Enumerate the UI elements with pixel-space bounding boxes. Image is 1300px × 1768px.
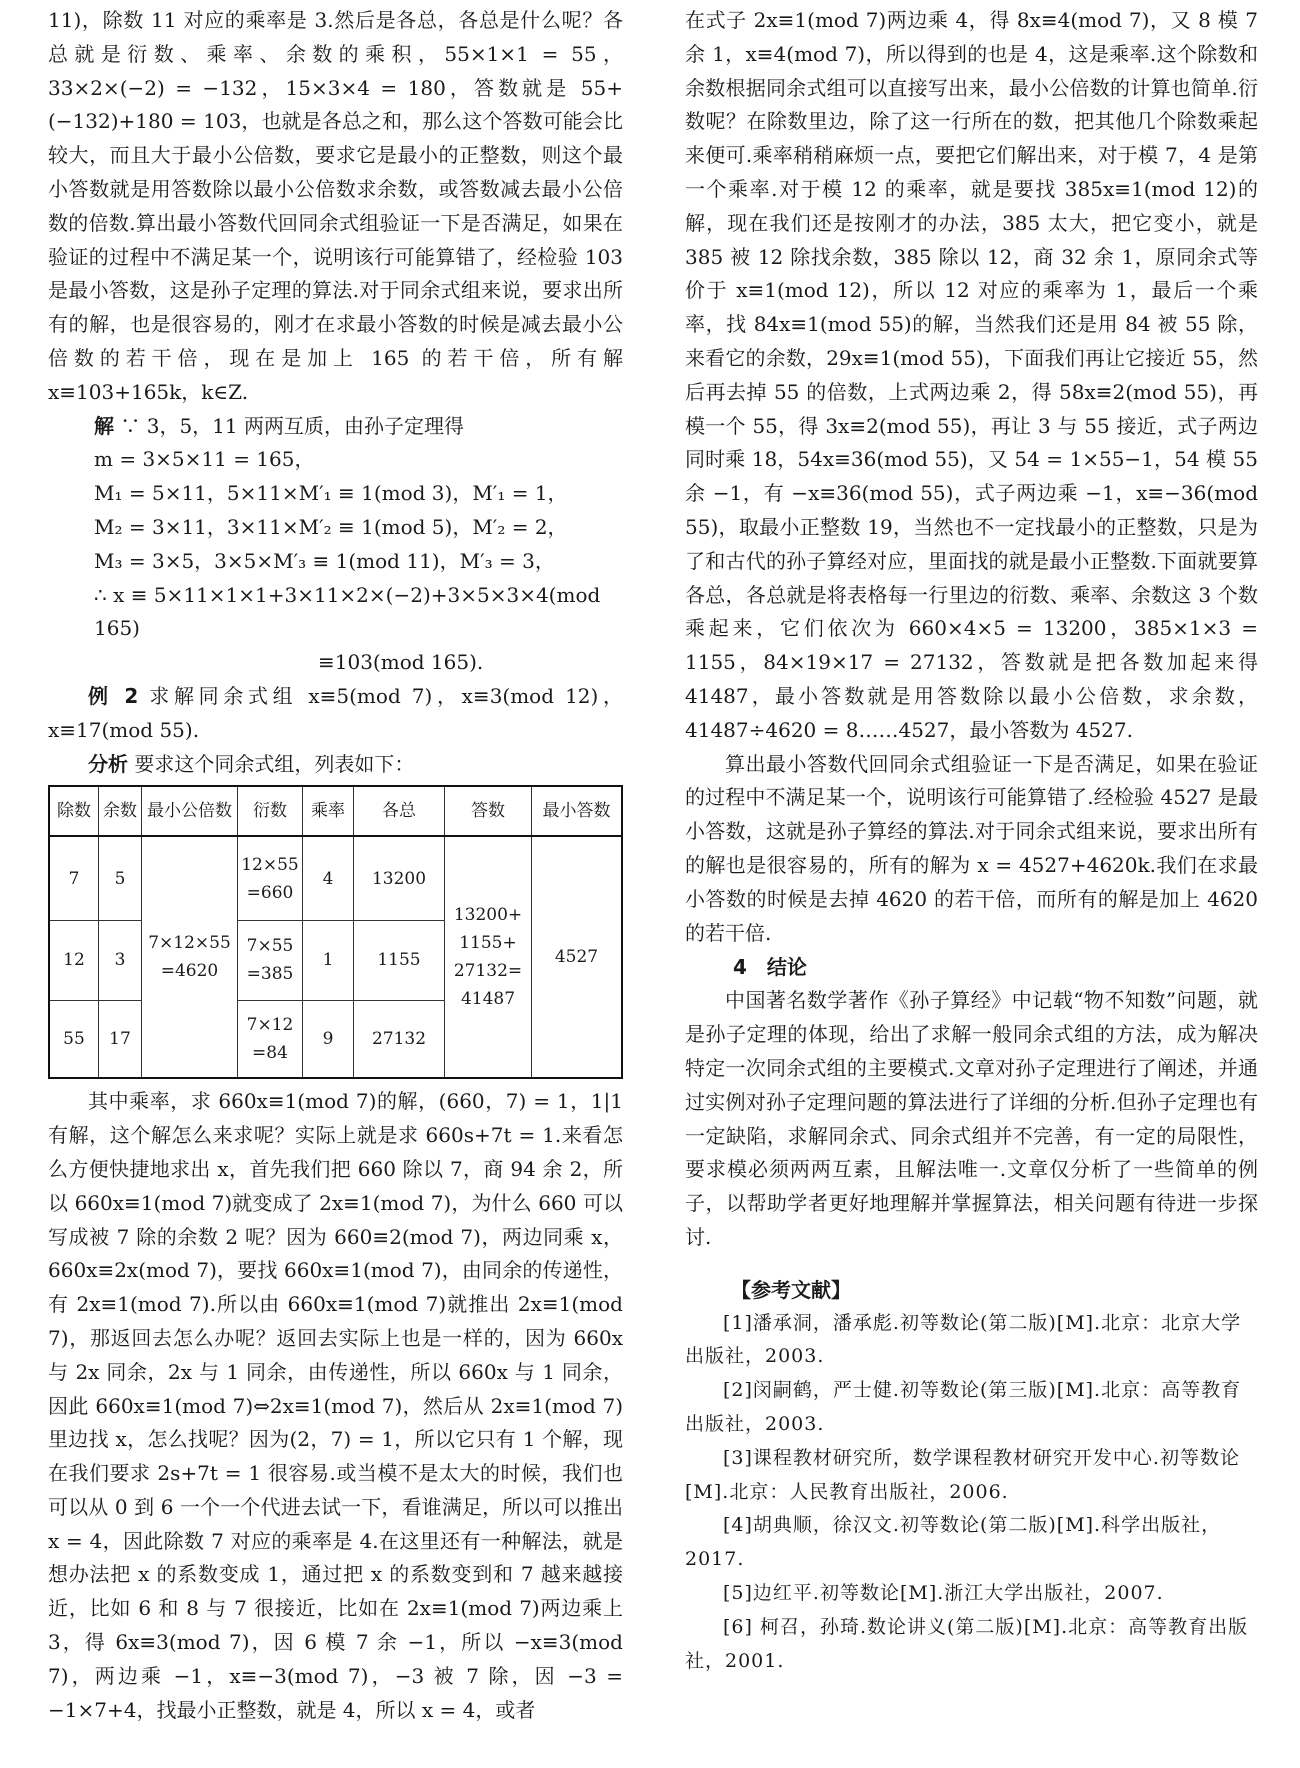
right-column (685, 4, 1258, 1678)
yanshu-expression: 7×12 (246, 1015, 294, 1036)
solution-line: ∴ x ≡ 5×11×1×1+3×11×2×(−2)+3×5×3×4(mod 165) (94, 582, 601, 641)
intro-paragraph: 11)，除数 11 对应的乘率是 3.然后是各总，各总是什么呢？各总就是衍数、乘率、余数的乘积，55×1×1 = 55，33×2×(−2) = −132，15×3×4 = 180，答数就是 55+(−132)+180 = 103，也就是各总之和，那么这个答数可能会比较大，而且大于最小公倍数，要求它是最小的正整数，则这个最小答数就是用答数除以最小公倍数求余数，或答数减去最小公倍数的倍数.算出最小答数代回同余式组验证一下是否满足，如果在验证的过程中不满足某一个，说明该行可能算错了，经检验 103 是最小答数，这是孙子定理的算法.对于同余式组来说，要求出所有的解，也是很容易的，刚才在求最小答数的时候是减去最小公倍数的若干倍，现在是加上 165 的若干倍，所有解 x≡103+165k，k∈Z. (48, 8, 623, 404)
table-header: 答数 (445, 786, 532, 836)
yanshu-value: =84 (252, 1043, 288, 1064)
cell-gezong: 1155 (354, 920, 445, 1000)
answer-line: 1155+ (459, 933, 517, 954)
cell-divisor: 7 (49, 836, 99, 920)
cell-remainder: 17 (99, 1000, 142, 1078)
table-row (49, 836, 622, 920)
cell-answer (445, 836, 532, 1078)
table-header: 余数 (99, 786, 142, 836)
answer-line: 41487 (460, 989, 516, 1010)
table-header: 乘率 (303, 786, 354, 836)
yanshu-expression: 12×55 (241, 854, 299, 875)
cell-remainder: 5 (99, 836, 142, 920)
yanshu-value: =660 (246, 882, 294, 903)
yanshu-value: =385 (246, 964, 294, 985)
right-paragraph-1: 在式子 2x≡1(mod 7)两边乘 4，得 8x≡4(mod 7)，又 8 模 7 余 1，x≡4(mod 7)，所以得到的也是 4，这是乘率.这个除数和余数根据同余式组可以直接写出来，最小公倍数的计算也简单.衍数呢？在除数里边，除了这一行所在的数，把其他几个除数乘起来便可.乘率稍稍麻烦一点，要把它们解出来，对于模 7，4 是第一个乘率.对于模 12 的乘率，就是要找 385x≡1(mod 12)的解，现在我们还是按刚才的办法，385 太大，把它变小，就是 385 被 12 除找余数，385 除以 12，商 32 余 1，原同余式等价于 x≡1(mod 12)，所以 12 对应的乘率为 1，最后一个乘率，找 84x≡1(mod 55)的解，当然我们还是用 84 被 55 除，来看它的余数，29x≡1(mod 55)，下面我们再让它接近 55，然后再去掉 55 的倍数，上式两边乘 2，得 58x≡2(mod 55)，再模一个 55，得 3x≡2(mod 55)，再让 3 与 55 接近，式子两边同时乘 18，54x≡36(mod 55)，又 54 = 1×55−1，54 模 55 余 −1，有 −x≡36(mod 55)，式子两边乘 −1，x≡−36(mod 55)，取最小正整数 19，当然也不一定找最小的正整数，只是为了和古代的孙子算经对应，里面找的就是最小正整数.下面就要算各总，各总就是将表格每一行里边的衍数、乘率、余数这 3 个数乘起来，它们依次为 660×4×5 = 13200，385×1×3 = 1155，84×19×17 = 27132，答数就是把各数加起来得 41487，最小答数就是用答数除以最小公倍数，求余数，41487÷4620 = 8……4527，最小答数为 4527. (685, 8, 1258, 742)
lcm-expression: 7×12×55 (148, 933, 231, 954)
right-paragraph-2: 算出最小答数代回同余式组验证一下是否满足，如果在验证的过程中不满足某一个，说明该行可能算错了.经检验 4527 是最小答数，这就是孙子算经的算法.对于同余式组来说，要求出所有的解也是很容易的，所有的解为 x = 4527+4620k.我们在求最小答数的时候是去掉 4620 的若干倍，而所有的解是加上 4620 的若干倍. (685, 751, 1258, 945)
cell-chenglv: 9 (303, 1000, 354, 1078)
reference-item: [5]边红平.初等数论[M].浙江大学出版社，2007. (723, 1582, 1164, 1605)
example-2 (48, 680, 623, 748)
yanshu-expression: 7×55 (246, 936, 294, 957)
solution-line: M₂ = 3×11，3×11×M′₂ ≡ 1(mod 5)，M′₂ = 2， (94, 514, 568, 539)
solution-line: m = 3×5×11 = 165， (94, 447, 315, 472)
section-heading: 4 结论 (733, 955, 807, 980)
solution-line: M₁ = 5×11，5×11×M′₁ ≡ 1(mod 3)，M′₁ = 1， (94, 481, 568, 506)
solution-line-text: ∵ 3，5，11 两两互质，由孙子定理得 (120, 413, 464, 438)
crt-table (48, 785, 623, 1079)
answer-line: 13200+ (453, 905, 523, 926)
table-header: 衍数 (238, 786, 303, 836)
example-label: 例 2 (88, 683, 139, 708)
reference-item: [3]课程教材研究所，数学课程教材研究开发中心.初等数论[M].北京：人民教育出版社，2006. (685, 1446, 1240, 1503)
cell-chenglv: 4 (303, 836, 354, 920)
table-header: 各总 (354, 786, 445, 836)
solution-label: 解 (94, 413, 114, 438)
reference-item: [6] 柯召，孙琦.数论讲义(第二版)[M].北京：高等教育出版社，2001. (685, 1615, 1249, 1672)
analysis-label: 分析 (88, 751, 128, 776)
cell-remainder: 3 (99, 920, 142, 1000)
reference-item: [4]胡典顺，徐汉文.初等数论(第二版)[M].科学出版社，2017. (685, 1514, 1222, 1571)
left-column (48, 4, 623, 1727)
cell-min-answer: 4527 (532, 836, 623, 1078)
table-header: 除数 (49, 786, 99, 836)
cell-divisor: 55 (49, 1000, 99, 1078)
after-table-paragraph: 其中乘率，求 660x≡1(mod 7)的解，(660，7) = 1，1|1 有解，这个解怎么来求呢？实际上就是求 660s+7t = 1.来看怎么方便快捷地求出 x，首先我们把 660 除以 7，商 94 余 2，所以 660x≡1(mod 7)就变成了 2x≡1(mod 7)，为什么 660 可以写成被 7 除的余数 2 呢？因为 660≡2(mod 7)，两边同乘 x，660x≡2x(mod 7)，要找 660x≡1(mod 7)，由同余的传递性，有 2x≡1(mod 7).所以由 660x≡1(mod 7)就推出 2x≡1(mod 7)，那返回去怎么办呢？返回去实际上也是一样的，因为 660x 与 2x 同余，2x 与 1 同余，由传递性，所以 660x 与 1 同余，因此 660x≡1(mod 7)⇔2x≡1(mod 7)，然后从 2x≡1(mod 7)里边找 x，怎么找呢？因为(2，7) = 1，所以它只有 1 个解，现在我们要求 2s+7t = 1 很容易.或当模不是太大的时候，我们也可以从 0 到 6 一个一个代进去试一下，看谁满足，所以可以推出 x = 4，因此除数 7 对应的乘率是 4.在这里还有一种解法，就是想办法把 x 的系数变成 1，通过把 x 的系数变到和 7 越来越接近，比如 6 和 8 与 7 很接近，比如在 2x≡1(mod 7)两边乘上 3，得 6x≡3(mod 7)，因 6 模 7 余 −1，所以 −x≡3(mod 7)，两边乘 −1，x≡−3(mod 7)，−3 被 7 除，因 −3 = −1×7+4，找最小正整数，就是 4，所以 x = 4，或者 (48, 1089, 623, 1722)
reference-item: [2]闵嗣鹤，严士健.初等数论(第三版)[M].北京：高等教育出版社，2003. (685, 1379, 1242, 1436)
cell-gezong: 13200 (354, 836, 445, 920)
solution-result: ≡103(mod 165). (318, 650, 484, 675)
table-header: 最小答数 (532, 786, 623, 836)
analysis-text: 要求这个同余式组，列表如下： (134, 751, 415, 776)
cell-yanshu (238, 836, 303, 920)
answer-line: 27132= (453, 961, 523, 982)
cell-yanshu (238, 1000, 303, 1078)
example-text: 求解同余式组 x≡5(mod 7)，x≡3(mod 12)，x≡17(mod 55). (48, 683, 623, 742)
lcm-value: =4620 (160, 961, 219, 982)
reference-item: [1]潘承洞，潘承彪.初等数论(第二版)[M].北京：北京大学出版社，2003. (685, 1311, 1242, 1368)
cell-divisor: 12 (49, 920, 99, 1000)
table-header-row (49, 786, 622, 836)
conclusion-paragraph: 中国著名数学著作《孙子算经》中记载“物不知数”问题，就是孙子定理的体现，给出了求解一般同余式组的方法，成为解决特定一次同余式组的主要模式.文章对孙子定理进行了阐述，并通过实例对孙子定理问题的算法进行了详细的分析.但孙子定理也有一定缺陷，求解同余式、同余式组并不完善，有一定的局限性，要求模必须两两互素，且解法唯一.文章仅分析了一些简单的例子，以帮助学者更好地理解并掌握算法，相关问题有待进一步探讨. (685, 988, 1258, 1249)
analysis (48, 748, 623, 782)
solution-line: M₃ = 3×5，3×5×M′₃ ≡ 1(mod 11)，M′₃ = 3， (94, 548, 555, 573)
cell-chenglv: 1 (303, 920, 354, 1000)
cell-lcm (142, 836, 238, 1078)
references-heading: 【参考文献】 (731, 1277, 851, 1302)
table-header: 最小公倍数 (142, 786, 238, 836)
solution-line (48, 410, 623, 444)
cell-gezong: 27132 (354, 1000, 445, 1078)
cell-yanshu (238, 920, 303, 1000)
